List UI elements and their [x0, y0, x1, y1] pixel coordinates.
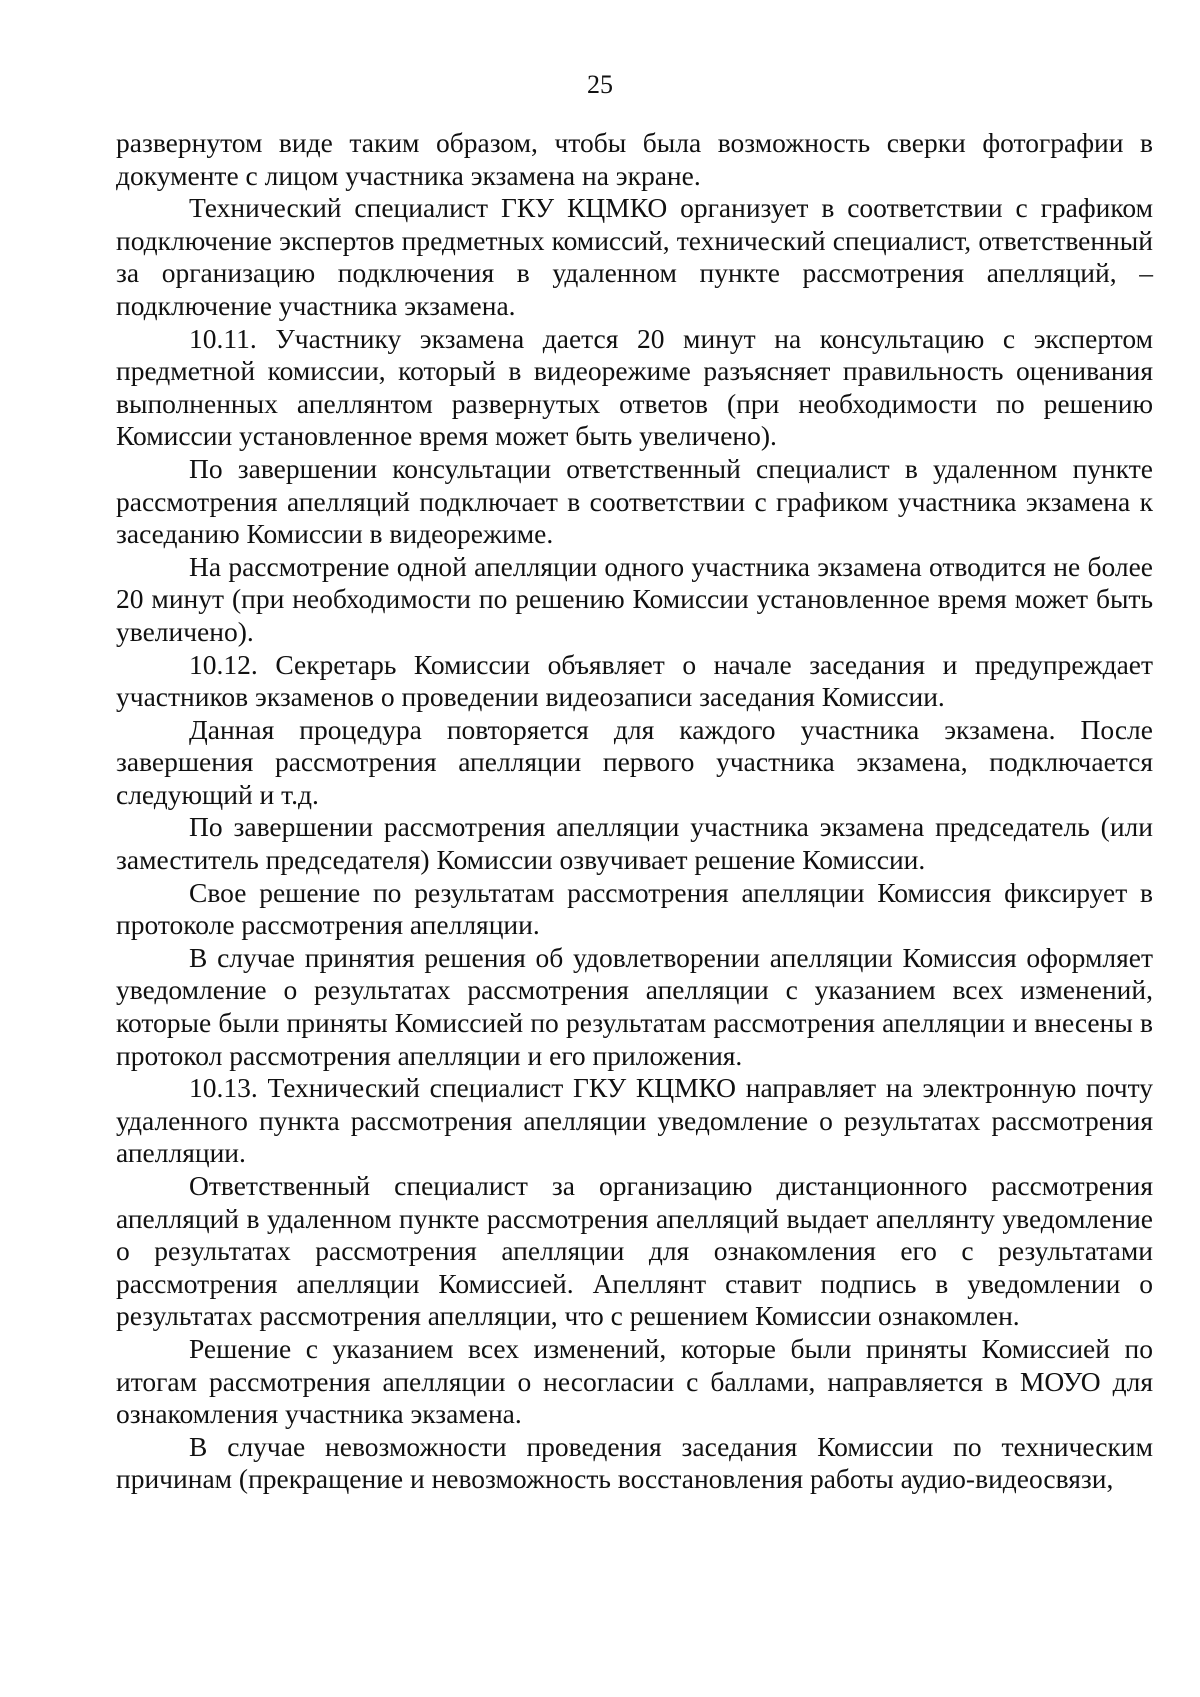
paragraph: По завершении рассмотрения апелляции участника экзамена председатель (или заместитель председателя) Комиссии озвучивает решение Комиссии.	[116, 811, 1153, 876]
page-number: 25	[587, 70, 613, 99]
paragraph: Данная процедура повторяется для каждого участника экзамена. После завершения рассмотрения апелляции первого участника экзамена, подключается следующий и т.д.	[116, 713, 1153, 810]
paragraph: Решение с указанием всех изменений, которые были приняты Комиссией по итогам рассмотрения апелляции о несогласии с баллами, направляется в МОУО для ознакомления участника экзамена.	[116, 1332, 1153, 1430]
paragraph-10-11: 10.11. Участнику экзамена дается 20 минут на консультацию с экспертом предметной комиссии, который в видеорежиме разъясняет правильность оценивания выполненных апеллянтом развернутых ответов (при необходимости по решению Комиссии установленное время может быть увеличено).	[116, 322, 1153, 452]
paragraph-continuation: развернутом виде таким образом, чтобы была возможность сверки фотографии в документе с лицом участника экзамена на экране.	[116, 127, 1153, 191]
paragraph: В случае невозможности проведения заседания Комиссии по техническим причинам (прекращение и невозможность восстановления работы аудио-видеосвязи,	[116, 1430, 1153, 1495]
paragraph: На рассмотрение одной апелляции одного участника экзамена отводится не более 20 минут (при необходимости по решению Комиссии установленное время может быть увеличено).	[116, 550, 1153, 647]
paragraph: Свое решение по результатам рассмотрения апелляции Комиссия фиксирует в протоколе рассмотрения апелляции.	[116, 876, 1153, 941]
document-body	[116, 127, 1153, 1496]
paragraph: Технический специалист ГКУ КЦМКО организует в соответствии с графиком подключение экспертов предметных комиссий, технический специалист, ответственный за организацию подключения в удаленном пункте рассмотрения апелляций, – подключение участника экзамена.	[116, 192, 1153, 321]
paragraph: В случае принятия решения об удовлетворении апелляции Комиссия оформляет уведомление о результатах рассмотрения апелляции с указанием всех изменений, которые были приняты Комиссией по результатам рассмотрения апелляции и внесены в протокол рассмотрения апелляции и его приложения.	[116, 941, 1153, 1071]
paragraph-10-12: 10.12. Секретарь Комиссии объявляет о начале заседания и предупреждает участников экзаменов о проведении видеозаписи заседания Комиссии.	[116, 648, 1153, 713]
paragraph: Ответственный специалист за организацию дистанционного рассмотрения апелляций в удаленном пункте рассмотрения апелляций выдает апеллянту уведомление о результатах рассмотрения апелляции для ознакомления его с результатами рассмотрения апелляции Комиссией. Апеллянт ставит подпись в уведомлении о результатах рассмотрения апелляции, что с решением Комиссии ознакомлен.	[116, 1170, 1153, 1332]
paragraph: По завершении консультации ответственный специалист в удаленном пункте рассмотрения апелляций подключает в соответствии с графиком участника экзамена к заседанию Комиссии в видеорежиме.	[116, 452, 1153, 550]
paragraph-10-13: 10.13. Технический специалист ГКУ КЦМКО направляет на электронную почту удаленного пункта рассмотрения апелляции уведомление о результатах рассмотрения апелляции.	[116, 1072, 1153, 1169]
